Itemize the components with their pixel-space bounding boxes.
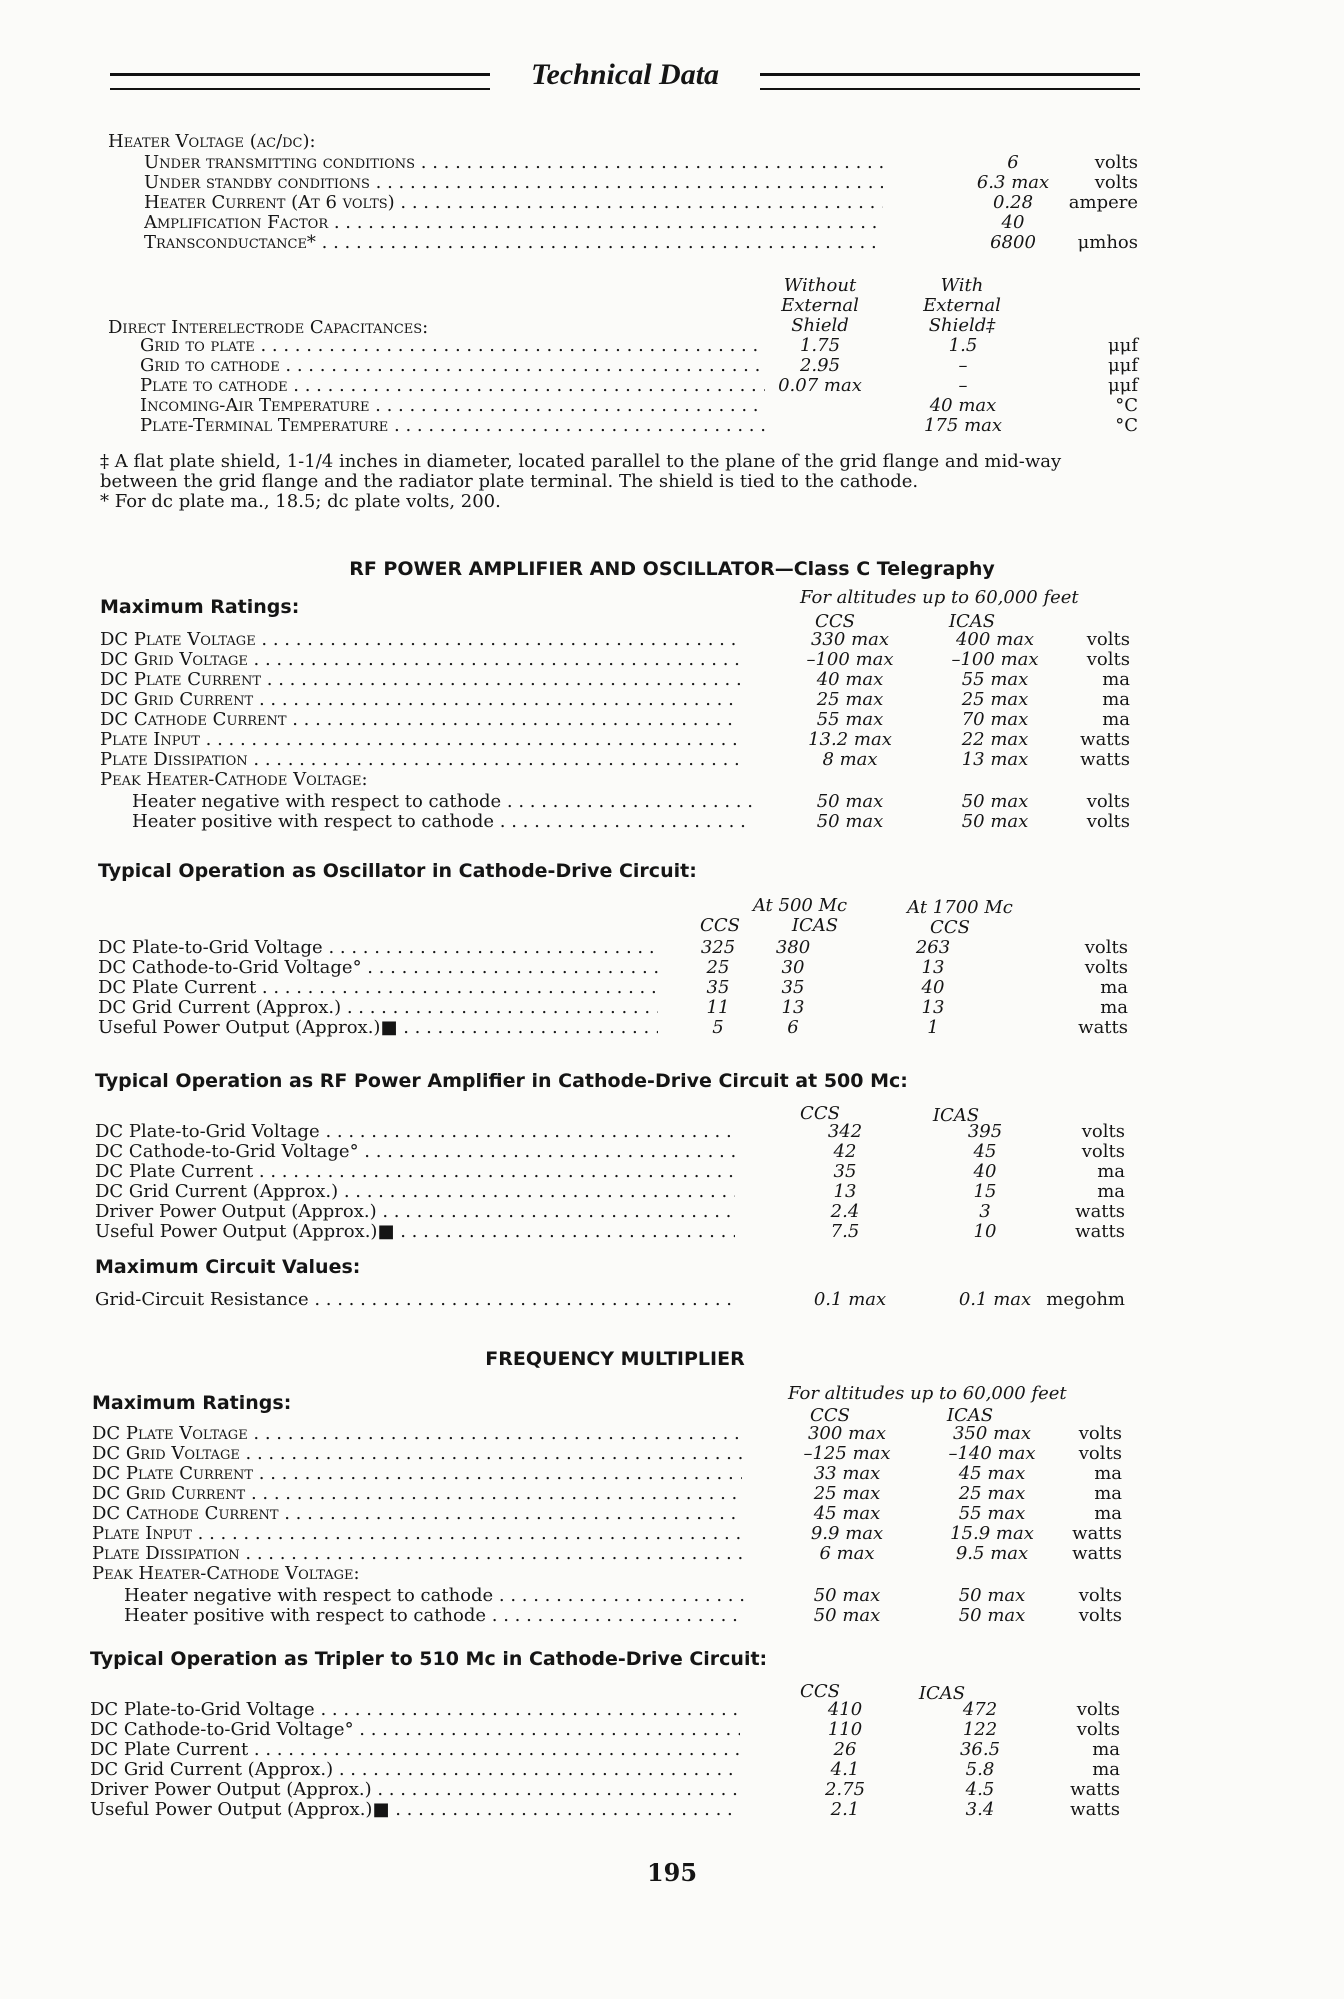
tripler-label: DC Cathode-to-Grid Voltage° . . . — [90, 1720, 740, 1740]
fm-value: 15.9 max — [950, 1523, 1034, 1544]
rf-value: 40 max — [816, 669, 884, 690]
cap-row — [108, 336, 1138, 356]
osc-label: DC Plate Current . . . — [98, 978, 658, 998]
heater-voltage-heading: Heater Voltage (ac/dc): — [108, 131, 316, 152]
fm-value: 6 max — [819, 1543, 875, 1564]
rf-peak-heading: Peak Heater-Cathode Voltage: — [100, 769, 368, 790]
fm-value: 25 max — [813, 1483, 881, 1504]
tripler-value: 122 — [962, 1719, 998, 1740]
osc-row — [98, 958, 1128, 978]
fm-peak-label: Heater negative with respect to cathode . . . — [124, 1586, 744, 1606]
osc-value: 30 — [781, 957, 805, 978]
tripler-unit: ma — [1092, 1759, 1120, 1780]
rf-peak-row — [100, 792, 1130, 812]
grid-resistance-value: 0.1 max — [958, 1289, 1032, 1310]
osc-freq-500: At 500 Mc — [752, 895, 848, 916]
rf-value: –100 max — [806, 649, 894, 670]
rf-typ-row — [95, 1222, 1125, 1242]
osc-unit: volts — [1084, 937, 1128, 958]
rf-value: 8 max — [822, 749, 878, 770]
cap-label: Plate-Terminal Temperature . . . — [140, 416, 765, 436]
rf-unit: volts — [1086, 649, 1130, 670]
cap-label: Plate to cathode . . . — [140, 376, 765, 396]
tripler-label: DC Grid Current (Approx.) . . . — [90, 1760, 740, 1780]
rf-typ-title: Typical Operation as RF Power Amplifier in Cathode-Drive Circuit at 500 Mc: — [95, 1070, 908, 1092]
top-label: Under standby conditions . . . — [144, 173, 883, 193]
rf-typ-label: DC Cathode-to-Grid Voltage° . . . — [95, 1142, 735, 1162]
footnote-shield: ‡ A flat plate shield, 1-1/4 inches in diameter, located parallel to the plane of the grid flange and mid-way between the grid flange and the radiator plate terminal. The shield is tied to the cathode. — [100, 451, 1062, 492]
tripler-row — [90, 1760, 1120, 1780]
osc-value: 263 — [915, 937, 951, 958]
rf-typ-row — [95, 1202, 1125, 1222]
grid-resistance-unit: megohm — [1046, 1289, 1125, 1310]
grid-resistance-row — [95, 1290, 1125, 1310]
cap-value: 1.75 — [799, 335, 841, 356]
tripler-unit: ma — [1092, 1739, 1120, 1760]
cap-unit: μμf — [1107, 335, 1138, 356]
cap-value: 40 max — [929, 395, 997, 416]
rf-value: 13.2 max — [808, 729, 892, 750]
fm-max-ratings: Maximum Ratings: — [92, 1392, 292, 1414]
rf-typ-label: Useful Power Output (Approx.)■ . . . — [95, 1222, 735, 1242]
rf-peak-value: 50 max — [816, 791, 884, 812]
rf-peak-row — [100, 812, 1130, 832]
rf-typ-value: 342 — [827, 1121, 863, 1142]
rf-unit: watts — [1080, 729, 1130, 750]
top-value: 0.28 — [992, 192, 1034, 213]
rf-typ-unit: watts — [1075, 1201, 1125, 1222]
fm-peak-heading: Peak Heater-Cathode Voltage: — [92, 1563, 360, 1584]
fm-unit: ma — [1094, 1483, 1122, 1504]
rf-typ-row — [95, 1122, 1125, 1142]
rf-typ-label: Driver Power Output (Approx.) . . . — [95, 1202, 735, 1222]
fm-value: 9.9 max — [810, 1523, 884, 1544]
rf-row — [100, 670, 1130, 690]
rf-unit: ma — [1102, 689, 1130, 710]
rf-typ-value: 13 — [833, 1181, 857, 1202]
tripler-label: Driver Power Output (Approx.) . . . — [90, 1780, 740, 1800]
fm-row — [92, 1544, 1122, 1564]
fm-value: –125 max — [803, 1443, 891, 1464]
rf-typ-unit: volts — [1081, 1141, 1125, 1162]
grid-resistance-value: 0.1 max — [813, 1289, 887, 1310]
osc-row — [98, 938, 1128, 958]
fm-value: 9.5 max — [955, 1543, 1029, 1564]
top-row — [108, 193, 1138, 213]
rf-typ-value: 3 — [979, 1201, 991, 1222]
rf-unit: ma — [1102, 669, 1130, 690]
page-title: Technical Data — [530, 58, 720, 91]
page-number: 195 — [646, 1858, 698, 1887]
cap-value: 2.95 — [799, 355, 841, 376]
top-row — [108, 153, 1138, 173]
rf-typ-label: DC Plate-to-Grid Voltage . . . — [95, 1122, 735, 1142]
rf-typ-col-icas: ICAS — [932, 1105, 980, 1126]
fm-value: 33 max — [813, 1463, 881, 1484]
rf-peak-value: 50 max — [816, 811, 884, 832]
rf-typ-unit: ma — [1097, 1161, 1125, 1182]
osc-value: 40 — [921, 977, 945, 998]
tripler-title: Typical Operation as Tripler to 510 Mc in Cathode-Drive Circuit: — [90, 1648, 768, 1670]
osc-value: 13 — [921, 997, 945, 1018]
fm-peak-row — [92, 1606, 1122, 1626]
rf-peak-value: 50 max — [961, 791, 1029, 812]
tripler-row — [90, 1700, 1120, 1720]
cap-label: Incoming-Air Temperature . . . — [140, 396, 765, 416]
rf-col-icas: ICAS — [948, 611, 996, 632]
fm-value: 45 max — [813, 1503, 881, 1524]
cap-label: Grid to plate . . . — [140, 336, 765, 356]
fm-label: DC Plate Current . . . — [92, 1464, 742, 1484]
rf-typ-value: 15 — [973, 1181, 997, 1202]
top-value: 6.3 max — [976, 172, 1050, 193]
rf-label: DC Grid Voltage . . . — [100, 650, 740, 670]
tripler-label: DC Plate Current . . . — [90, 1740, 740, 1760]
osc-col-icas: ICAS — [791, 915, 839, 936]
rf-peak-unit: volts — [1086, 811, 1130, 832]
osc-label: DC Cathode-to-Grid Voltage° . . . — [98, 958, 658, 978]
rf-typ-unit: ma — [1097, 1181, 1125, 1202]
tripler-col-ccs: CCS — [800, 1681, 840, 1702]
rf-section-title: RF POWER AMPLIFIER AND OSCILLATOR—Class C Telegraphy — [349, 558, 995, 580]
fm-unit: ma — [1094, 1503, 1122, 1524]
footnote-plate: * For dc plate ma., 18.5; dc plate volts, 200. — [100, 491, 501, 512]
fm-peak-unit: volts — [1078, 1605, 1122, 1626]
cap-unit: °C — [1115, 395, 1138, 416]
fm-label: Plate Dissipation . . . — [92, 1544, 742, 1564]
fm-label: Plate Input . . . — [92, 1524, 742, 1544]
fm-altitude: For altitudes up to 60,000 feet — [788, 1383, 1067, 1404]
tripler-label: DC Plate-to-Grid Voltage . . . — [90, 1700, 740, 1720]
osc-value: 35 — [706, 977, 730, 998]
fm-section-title: FREQUENCY MULTIPLIER — [485, 1348, 745, 1370]
cap-value: 1.5 — [948, 335, 978, 356]
cap-unit: μμf — [1107, 355, 1138, 376]
page-header — [110, 58, 1140, 98]
tripler-col-icas: ICAS — [918, 1683, 966, 1704]
osc-value: 6 — [787, 1017, 799, 1038]
fm-row — [92, 1484, 1122, 1504]
rf-typ-value: 42 — [833, 1141, 857, 1162]
rf-typ-unit: volts — [1081, 1121, 1125, 1142]
fm-row — [92, 1424, 1122, 1444]
rf-typ-value: 7.5 — [830, 1221, 860, 1242]
rf-typ-label: DC Plate Current . . . — [95, 1162, 735, 1182]
fm-unit: ma — [1094, 1463, 1122, 1484]
fm-row — [92, 1464, 1122, 1484]
rf-row — [100, 630, 1130, 650]
rf-value: 55 max — [961, 669, 1029, 690]
rf-typ-value: 10 — [973, 1221, 997, 1242]
max-circuit-values: Maximum Circuit Values: — [95, 1256, 361, 1278]
rf-value: –100 max — [951, 649, 1039, 670]
grid-resistance-label: Grid-Circuit Resistance . . . — [95, 1290, 735, 1310]
rf-typ-row — [95, 1142, 1125, 1162]
rf-label: Plate Input . . . — [100, 730, 740, 750]
osc-unit: volts — [1084, 957, 1128, 978]
osc-value: 325 — [700, 937, 736, 958]
top-label: Transconductance* . . . — [144, 233, 883, 253]
osc-title: Typical Operation as Oscillator in Cathode-Drive Circuit: — [98, 860, 697, 882]
top-unit: μmhos — [1077, 232, 1138, 253]
osc-value: 5 — [712, 1017, 724, 1038]
rf-value: 13 max — [961, 749, 1029, 770]
tripler-value: 110 — [827, 1719, 863, 1740]
rf-typ-value: 35 — [833, 1161, 857, 1182]
tripler-value: 26 — [833, 1739, 857, 1760]
rf-row — [100, 750, 1130, 770]
rf-altitude: For altitudes up to 60,000 feet — [800, 587, 1079, 608]
osc-value: 35 — [781, 977, 805, 998]
fm-unit: volts — [1078, 1423, 1122, 1444]
osc-col-ccs: CCS — [700, 915, 740, 936]
top-label: Heater Current (At 6 volts) . . . — [144, 193, 883, 213]
rf-typ-value: 40 — [973, 1161, 997, 1182]
rf-unit: volts — [1086, 629, 1130, 650]
fm-value: 45 max — [958, 1463, 1026, 1484]
rf-label: DC Plate Voltage . . . — [100, 630, 740, 650]
cap-value: – — [958, 375, 968, 396]
cap-header-without: Without External Shield — [781, 275, 859, 336]
fm-row — [92, 1504, 1122, 1524]
rf-value: 55 max — [816, 709, 884, 730]
header-rule-right — [760, 73, 1140, 90]
rf-row — [100, 650, 1130, 670]
tripler-value: 2.1 — [830, 1799, 860, 1820]
rf-typ-value: 395 — [967, 1121, 1003, 1142]
fm-peak-unit: volts — [1078, 1585, 1122, 1606]
cap-label: Grid to cathode . . . — [140, 356, 765, 376]
fm-value: 300 max — [807, 1423, 887, 1444]
osc-freq-1700: At 1700 Mc — [907, 897, 1013, 918]
rf-row — [100, 710, 1130, 730]
fm-peak-label: Heater positive with respect to cathode . . . — [124, 1606, 744, 1626]
osc-unit: ma — [1100, 977, 1128, 998]
rf-label: DC Cathode Current . . . — [100, 710, 740, 730]
osc-row — [98, 1018, 1128, 1038]
rf-value: 400 max — [955, 629, 1035, 650]
rf-row — [100, 690, 1130, 710]
rf-peak-label: Heater positive with respect to cathode . . . — [132, 812, 752, 832]
rf-unit: watts — [1080, 749, 1130, 770]
rf-typ-col-ccs: CCS — [800, 1103, 840, 1124]
fm-peak-value: 50 max — [958, 1585, 1026, 1606]
rf-value: 25 max — [961, 689, 1029, 710]
rf-peak-label: Heater negative with respect to cathode . . . — [132, 792, 752, 812]
rf-peak-value: 50 max — [961, 811, 1029, 832]
osc-unit: watts — [1078, 1017, 1128, 1038]
fm-label: DC Plate Voltage . . . — [92, 1424, 742, 1444]
osc-unit: ma — [1100, 997, 1128, 1018]
rf-label: DC Grid Current . . . — [100, 690, 740, 710]
osc-value: 13 — [921, 957, 945, 978]
rf-typ-label: DC Grid Current (Approx.) . . . — [95, 1182, 735, 1202]
rf-value: 330 max — [810, 629, 890, 650]
top-value: 6 — [1007, 152, 1019, 173]
fm-value: –140 max — [948, 1443, 1036, 1464]
rf-typ-value: 2.4 — [830, 1201, 860, 1222]
rf-typ-value: 45 — [973, 1141, 997, 1162]
osc-col-ccs-1700: CCS — [930, 917, 970, 938]
rf-value: 25 max — [816, 689, 884, 710]
tripler-value: 5.8 — [965, 1759, 995, 1780]
tripler-unit: watts — [1070, 1799, 1120, 1820]
rf-typ-unit: watts — [1075, 1221, 1125, 1242]
cap-value: 0.07 max — [778, 375, 862, 396]
tripler-value: 2.75 — [824, 1779, 866, 1800]
rf-value: 70 max — [961, 709, 1029, 730]
fm-unit: volts — [1078, 1443, 1122, 1464]
rf-row — [100, 730, 1130, 750]
rf-label: DC Plate Current . . . — [100, 670, 740, 690]
fm-label: DC Grid Voltage . . . — [92, 1444, 742, 1464]
tripler-row — [90, 1800, 1120, 1820]
top-value: 6800 — [990, 232, 1036, 253]
cap-heading: Direct Interelectrode Capacitances: — [108, 317, 429, 338]
fm-col-icas: ICAS — [946, 1405, 994, 1426]
tripler-label: Useful Power Output (Approx.)■ . . . — [90, 1800, 740, 1820]
rf-max-ratings: Maximum Ratings: — [100, 596, 300, 618]
top-row — [108, 213, 1138, 233]
tripler-value: 472 — [962, 1699, 998, 1720]
header-rule-left — [110, 73, 490, 90]
top-unit: ampere — [1068, 192, 1138, 213]
cap-row — [108, 416, 1138, 436]
osc-row — [98, 998, 1128, 1018]
tripler-value: 4.1 — [830, 1759, 860, 1780]
osc-label: DC Plate-to-Grid Voltage . . . — [98, 938, 658, 958]
osc-value: 11 — [706, 997, 730, 1018]
cap-unit: μμf — [1107, 375, 1138, 396]
top-unit: volts — [1094, 152, 1138, 173]
rf-label: Plate Dissipation . . . — [100, 750, 740, 770]
tripler-row — [90, 1720, 1120, 1740]
rf-typ-row — [95, 1182, 1125, 1202]
cap-row — [108, 396, 1138, 416]
tripler-row — [90, 1740, 1120, 1760]
rf-typ-row — [95, 1162, 1125, 1182]
cap-row — [108, 376, 1138, 396]
fm-peak-row — [92, 1586, 1122, 1606]
osc-value: 25 — [706, 957, 730, 978]
fm-value: 350 max — [952, 1423, 1032, 1444]
rf-value: 22 max — [961, 729, 1029, 750]
rf-col-ccs: CCS — [815, 611, 855, 632]
cap-value: 175 max — [923, 415, 1003, 436]
tripler-unit: volts — [1076, 1699, 1120, 1720]
cap-value: – — [958, 355, 968, 376]
fm-label: DC Cathode Current . . . — [92, 1504, 742, 1524]
tripler-unit: watts — [1070, 1779, 1120, 1800]
fm-row — [92, 1444, 1122, 1464]
osc-value: 13 — [781, 997, 805, 1018]
tripler-value: 4.5 — [965, 1779, 995, 1800]
fm-peak-value: 50 max — [958, 1605, 1026, 1626]
tripler-value: 3.4 — [965, 1799, 995, 1820]
tripler-unit: volts — [1076, 1719, 1120, 1740]
rf-unit: ma — [1102, 709, 1130, 730]
fm-col-ccs: CCS — [810, 1405, 850, 1426]
rf-peak-unit: volts — [1086, 791, 1130, 812]
top-row — [108, 233, 1138, 253]
top-label: Under transmitting conditions . . . — [144, 153, 883, 173]
fm-unit: watts — [1072, 1523, 1122, 1544]
osc-value: 380 — [775, 937, 811, 958]
fm-peak-value: 50 max — [813, 1605, 881, 1626]
fm-unit: watts — [1072, 1543, 1122, 1564]
cap-row — [108, 356, 1138, 376]
osc-label: DC Grid Current (Approx.) . . . — [98, 998, 658, 1018]
osc-label: Useful Power Output (Approx.)■ . . . — [98, 1018, 658, 1038]
osc-value: 1 — [927, 1017, 939, 1038]
fm-value: 25 max — [958, 1483, 1026, 1504]
top-unit: volts — [1094, 172, 1138, 193]
tripler-value: 36.5 — [959, 1739, 1001, 1760]
cap-unit: °C — [1115, 415, 1138, 436]
fm-row — [92, 1524, 1122, 1544]
top-row — [108, 173, 1138, 193]
top-value: 40 — [1001, 212, 1025, 233]
fm-value: 55 max — [958, 1503, 1026, 1524]
tripler-value: 410 — [827, 1699, 863, 1720]
osc-row — [98, 978, 1128, 998]
tripler-row — [90, 1780, 1120, 1800]
fm-label: DC Grid Current . . . — [92, 1484, 742, 1504]
fm-peak-value: 50 max — [813, 1585, 881, 1606]
cap-header-with: With External Shield‡ — [923, 275, 1001, 336]
top-label: Amplification Factor . . . — [144, 213, 883, 233]
